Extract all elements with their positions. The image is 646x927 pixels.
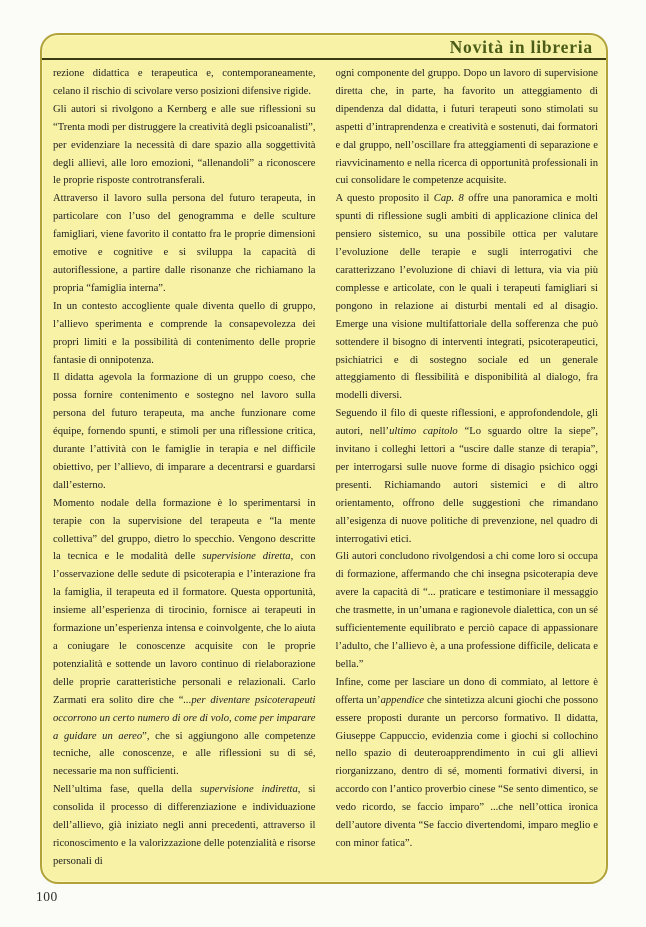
text-run: , si consolida il processo di differenziazione e individuazione dell’allievo, già iniziato negli anni precedenti, attraverso il riconoscimento e la valorizzazione delle potenzialità e risorse personali di [53, 784, 316, 867]
paragraph [336, 190, 599, 405]
paragraph [336, 405, 599, 548]
text-run-italic: appendice [380, 694, 425, 706]
paragraph [53, 369, 316, 494]
header-rule [42, 58, 606, 60]
paragraph [336, 548, 599, 673]
text-run-italic: ...per diventare psicoterapeuti occorrono un certo numero di ore di volo, come per imparare a guidare un aereo [53, 694, 316, 742]
text-run: “Lo sguardo oltre la siepe”, invitano i colleghi lettori a “uscire dalle stanze di terapia”, per interrogarsi sulle nuove forme di disagio psichico oggi presenti. Richiamando autori sistemici e di altro orientamento, offrono delle suggestioni che rimandano all’esigenza di nuove politiche di prevenzione, nel quadro di interrogativi etici. [335, 426, 598, 545]
text-columns [53, 65, 598, 878]
text-run: Il didatta agevola la formazione di un gruppo coeso, che possa fornire contenimento e sostegno nel lavoro sulla persona del futuro terapeuta, ma anche funzionare come équipe, fornendo spunti, e stimoli per una riflessione critica, durante l’attività con le famiglie in terapia e nel difficile obiettivo, per l’allievo, di imparare a decentrarsi e guardarsi dall’esterno. [53, 372, 316, 491]
text-run-italic: supervisione indiretta [200, 784, 298, 796]
text-run: che sintetizza alcuni giochi che possono essere proposti durante un percorso formativo. Il didatta, Giuseppe Cappuccio, evidenzia come i giochi si collochino nello spazio di deuteroapprendimento in cui gli allievi riorganizzano, dentro di sé, momenti formativi diversi, in accordo con l’antico proverbio cinese “Se sento dimentico, se vedo ricordo, se faccio imparo” ...che nell’ottica ironica dell’autore diventa “Se faccio divertendomi, imparo meglio e con minor fatica”. [335, 694, 598, 849]
paragraph [336, 674, 599, 853]
page-number: 100 [36, 889, 58, 904]
paragraph [53, 495, 316, 782]
text-run: Gli autori si rivolgono a Kernberg e alle sue riflessioni su “Trenta modi per distruggere la creatività degli psicoanalisti”, per evidenziare la necessità di dare spazio alla soggettività degli allievi, alle loro emozioni, “allenandoli” a riconoscere le proprie risposte controtransferali. [53, 103, 316, 187]
text-run: Attraverso il lavoro sulla persona del futuro terapeuta, in particolare con l’uso del genogramma e delle sculture famigliari, viene favorito il contatto fra le proprie dimensioni emotive e cognitive e si sviluppa la capacità di autoriflessione, a partire dalle risonanze che richiamano la propria “famiglia interna”. [53, 193, 316, 294]
section-title: Novità in libreria [449, 37, 593, 57]
text-run: offre una panoramica e molti spunti di riflessione sugli ambiti di applicazione clinica del pensiero sistemico, su una possibile ottica per valutare l’evoluzione delle terapie e sugli interrogativi che caratterizzano l’evoluzione di chiavi di lettura, via via più complesse e articolate, con le quali i terapeuti famigliari si pongono in relazione ai disturbi mentali ed al disagio. Emerge una visione multifattoriale della sofferenza che può sottendere il bisogno di interventi integrati, psicoterapeutici, psichiatrici e di sostegno sociale ed un generale atteggiamento di flessibilità e disponibilità al dialogo, fra modelli diversi. [335, 193, 598, 402]
right-column [336, 65, 599, 878]
text-run: ”, che si aggiungono alle competenze tecniche, alle conoscenze, e alle riflessioni su di sé, necessarie ma non sufficienti. [53, 730, 316, 778]
text-run-italic: Cap. 8 [433, 193, 464, 205]
text-run: Seguendo il filo di queste riflessioni, e approfondendole, gli autori, nell’ [335, 408, 598, 438]
text-run: Infine, come per lasciare un dono di commiato, al lettore è offerta un’ [335, 676, 598, 706]
text-run: , con l’osservazione delle sedute di psicoterapia e l’interazione fra la famiglia, il terapeuta ed il formatore. Questa opportunità, insieme all’esperienza di tirocinio, fornisce ai terapeuti in formazione un’esperienza intensa e coinvolgente, che lo aiuta a coniugare le conoscenze acquisite con le proprie potenzialità e sottende un lavoro continuo di rielaborazione delle proprie caratteristiche personali e relazionali. Carlo Zarmati era solito dire che “ [53, 551, 316, 706]
text-run: rezione didattica e terapeutica e, contemporaneamente, celano il rischio di scivolare verso posizioni difensive rigide. [53, 68, 316, 97]
text-run-italic: supervisione diretta [202, 551, 291, 563]
paragraph [53, 190, 316, 297]
text-run: Gli autori concludono rivolgendosi a chi come loro si occupa di formazione, affermando che chi insegna psicoterapia deve avere la capacità di “... praticare e testimoniare il messaggio che trasmette, in un’umana e ragionevole dialettica, con un sé sufficientemente equilibrato e perciò capace di appassionare l’adulto, che l’allievo è, a una professione difficile, delicata e bella.” [335, 551, 598, 670]
paragraph [53, 65, 316, 101]
text-run: Nell’ultima fase, quella della [53, 784, 201, 796]
text-run: Momento nodale della formazione è lo sperimentarsi in terapie con la supervisione del terapeuta e “la mente collettiva” del gruppo, dietro lo specchio. Vengono descritte la tecnica e le modalità delle [53, 497, 316, 563]
paragraph [53, 298, 316, 370]
paragraph [53, 101, 316, 191]
text-run: In un contesto accogliente quale diventa quello di gruppo, l’allievo sperimenta e comprende la consapevolezza dei propri limiti e la possibilità di contenimento delle proprie fantasie di onnipotenza. [53, 300, 316, 366]
text-run-italic: ultimo capitolo [389, 426, 458, 438]
paragraph [53, 781, 316, 871]
text-run: A questo proposito il [335, 193, 434, 205]
content-frame [40, 33, 608, 884]
text-run: ogni componente del gruppo. Dopo un lavoro di supervisione diretta che, in parte, ha favorito un atteggiamento di dipendenza dal didatta, i futuri terapeuti sono stimolati su aspetti d’intraprendenza e creatività e sostenuti, dai formatori e dal gruppo, nell’oscillare fra atteggiamenti di separazione e riavvicinamento e nella ricerca di opportunità professionali in cui consolidare le competenze acquisite. [335, 68, 598, 187]
left-column [53, 65, 316, 878]
paragraph [336, 65, 599, 190]
